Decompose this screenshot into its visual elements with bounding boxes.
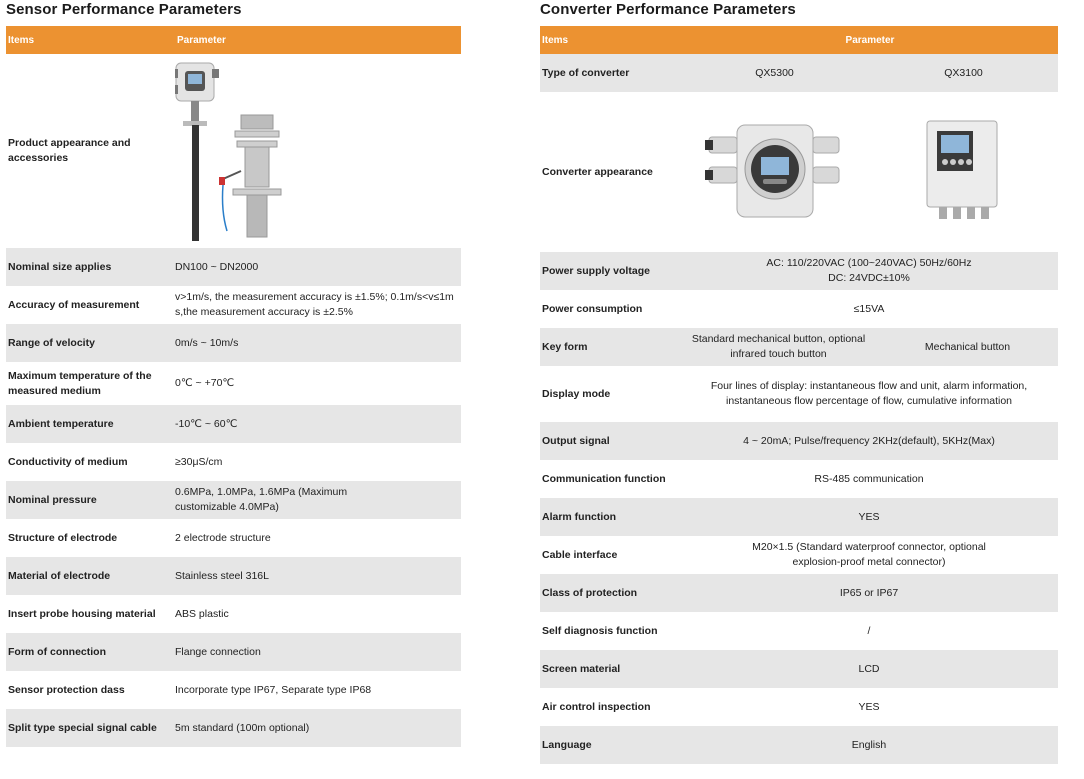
row-value: Four lines of display: instantaneous flow and unit, alarm information, instantaneous flow percentage of flow, cumulative information	[710, 380, 1028, 407]
power-ac: AC: 110/220VAC (100~240VAC) 50Hz/60Hz	[766, 257, 972, 269]
row-value: Incorporate type IP67, Separate type IP68	[175, 683, 372, 696]
row-value	[680, 66, 1058, 81]
row-value: DN100 ~ DN2000	[175, 260, 259, 273]
row-value: LCD	[858, 662, 880, 675]
type-b: QX3100	[944, 66, 983, 79]
type-a: QX5300	[755, 66, 794, 79]
converter-title: Converter Performance Parameters	[540, 1, 796, 18]
row-value: ≤15VA	[853, 302, 885, 315]
table-row	[540, 54, 1058, 92]
row-label: Key form	[542, 340, 588, 353]
row-label: Insert probe housing material	[8, 607, 156, 620]
table-row	[6, 248, 461, 286]
header-parameter: Parameter	[177, 34, 226, 46]
row-value: -10℃ ~ 60℃	[175, 417, 238, 430]
qx5300-image	[680, 117, 869, 227]
row-label: Output signal	[542, 434, 610, 447]
row-label: Language	[542, 738, 592, 751]
sensor-panel	[6, 0, 461, 747]
converter-table-header	[540, 26, 1058, 54]
row-label: Self diagnosis function	[542, 624, 658, 637]
table-row	[540, 498, 1058, 536]
row-label: Sensor protection dass	[8, 683, 125, 696]
table-row	[6, 481, 461, 519]
row-label: Power consumption	[542, 302, 643, 315]
row-value: English	[851, 738, 887, 751]
power-dc: DC: 24VDC±10%	[828, 272, 910, 284]
row-label: Class of protection	[542, 586, 638, 599]
row-value: YES	[858, 510, 880, 523]
table-row	[540, 612, 1058, 650]
qx3100-image	[869, 117, 1058, 227]
key-form-b: Mechanical button	[924, 340, 1011, 353]
row-value: Flange connection	[175, 645, 261, 658]
table-row	[540, 252, 1058, 290]
sensor-appearance-row	[6, 54, 461, 248]
row-value: M20×1.5 (Standard waterproof connector, optional explosion-proof metal connector)	[752, 541, 986, 568]
sensor-product-image	[175, 61, 295, 241]
row-label: Ambient temperature	[8, 417, 114, 430]
table-row	[6, 709, 461, 747]
converter-images	[680, 117, 1058, 227]
table-row	[6, 633, 461, 671]
sensor-table-header	[6, 26, 461, 54]
row-value: 0.6MPa, 1.0MPa, 1.6MPa (Maximum customizable 4.0MPa)	[175, 486, 348, 513]
table-row	[540, 460, 1058, 498]
table-row	[6, 595, 461, 633]
table-row	[6, 671, 461, 709]
sensor-title: Sensor Performance Parameters	[6, 1, 242, 18]
row-label: Type of converter	[542, 66, 630, 79]
row-value: Stainless steel 316L	[175, 569, 269, 582]
table-row	[6, 557, 461, 595]
converter-appearance-row	[540, 92, 1058, 252]
row-value	[680, 256, 1058, 286]
row-value: 2 electrode structure	[175, 531, 271, 544]
row-label: Power supply voltage	[542, 264, 650, 277]
row-label: Conductivity of medium	[8, 455, 128, 468]
row-value: 0℃ ~ +70℃	[175, 377, 235, 389]
row-label: Communication function	[542, 472, 666, 485]
qx3100-illustration	[919, 117, 1009, 227]
row-label: Cable interface	[542, 548, 618, 561]
row-label: Material of electrode	[8, 569, 111, 582]
row-label: Product appearance and accessories	[8, 137, 131, 164]
row-label: Maximum temperature of the measured medium	[8, 369, 152, 397]
row-value: 4 ~ 20mA; Pulse/frequency 2KHz(default), 5KHz(Max)	[743, 434, 995, 447]
header-parameter: Parameter	[845, 34, 895, 46]
row-value: IP65 or IP67	[839, 586, 899, 599]
row-label: Range of velocity	[8, 336, 95, 349]
table-row	[540, 290, 1058, 328]
table-row	[540, 726, 1058, 764]
table-row	[540, 574, 1058, 612]
table-row	[540, 650, 1058, 688]
table-row	[6, 519, 461, 557]
table-row	[6, 443, 461, 481]
row-value	[680, 332, 1058, 362]
row-label: Nominal size applies	[8, 260, 112, 273]
converter-panel	[540, 0, 1058, 764]
header-items: Items	[8, 34, 35, 46]
row-label: Split type special signal cable	[8, 721, 157, 734]
row-value: /	[867, 624, 871, 637]
table-row	[6, 362, 461, 405]
row-value: ABS plastic	[175, 607, 229, 620]
table-row	[540, 536, 1058, 574]
table-row	[6, 405, 461, 443]
row-label: Accuracy of measurement	[8, 298, 140, 311]
row-label: Nominal pressure	[8, 493, 97, 506]
row-label: Alarm function	[542, 510, 617, 523]
row-label: Form of connection	[8, 645, 106, 658]
row-value: YES	[858, 700, 880, 713]
row-label: Converter appearance	[542, 165, 653, 178]
row-label: Air control inspection	[542, 700, 651, 713]
row-value: RS-485 communication	[814, 472, 924, 485]
qx5300-illustration	[705, 117, 845, 227]
row-value: ≥30μS/cm	[175, 455, 223, 468]
table-row	[540, 366, 1058, 422]
row-value: v>1m/s, the measurement accuracy is ±1.5%; 0.1m/s<v≤1m s,the measurement accuracy is ±2.5%	[175, 291, 454, 318]
row-label: Structure of electrode	[8, 531, 118, 544]
row-label: Screen material	[542, 662, 621, 675]
row-value: 5m standard (100m optional)	[175, 721, 310, 734]
sensor-illustration	[175, 61, 295, 241]
table-row	[6, 324, 461, 362]
table-row	[6, 286, 461, 324]
header-items: Items	[542, 34, 569, 46]
key-form-a: Standard mechanical button, optional infrared touch button	[691, 333, 866, 360]
table-row	[540, 422, 1058, 460]
row-value: 0m/s ~ 10m/s	[175, 336, 239, 349]
table-row	[540, 328, 1058, 366]
table-row	[540, 688, 1058, 726]
row-label: Display mode	[542, 387, 611, 400]
